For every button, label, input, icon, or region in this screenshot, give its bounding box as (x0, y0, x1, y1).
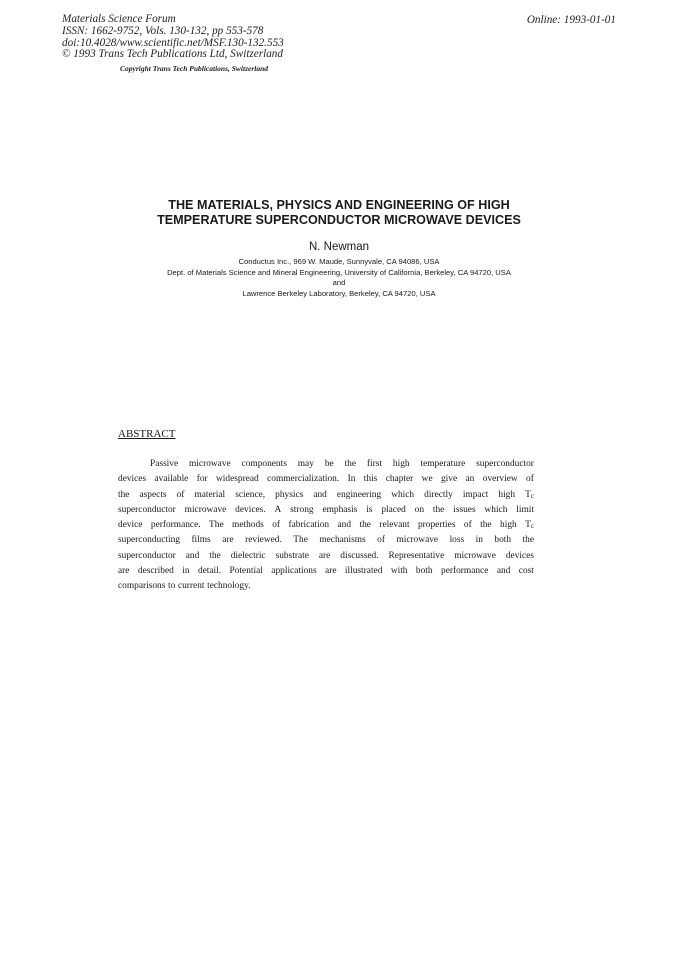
abstract-line: device performance. The methods of fabrication and the relevant properties of the high $T_c$ (118, 520, 534, 531)
abstract-line: superconductor and the dielectric substrate are discussed. Representative microwave devices (118, 550, 534, 561)
affiliation-1: Conductus Inc., 969 W. Maude, Sunnyvale, CA 94086, USA (238, 257, 440, 266)
abstract-line: superconductor microwave devices. A strong emphasis is placed on the issues which limit (118, 504, 534, 515)
author-name: N. Newman (308, 241, 370, 253)
affiliation-and: and (332, 278, 346, 288)
abstract-line: superconducting films are reviewed. The mechanisms of microwave loss in both the (118, 535, 534, 546)
journal-name: Materials Science Forum (62, 13, 176, 25)
abstract-line: the aspects of material science, physics and engineering which directly impact high $T_c$ (118, 489, 534, 500)
affiliations (0, 257, 678, 299)
subscript-c: c (530, 491, 534, 500)
abstract-heading: ABSTRACT (118, 428, 176, 440)
title-line-1: THE MATERIALS, PHYSICS AND ENGINEERING OF HIGH (168, 198, 510, 212)
journal-header (62, 14, 284, 61)
affiliation-2: Dept. of Materials Science and Mineral Engineering, University of California, Berkeley, CA 94720, USA (167, 267, 511, 277)
abstract-line: are described in detail. Potential applications are illustrated with both performance and cost (118, 566, 534, 577)
abstract-line: comparisons to current technology. (118, 581, 251, 592)
title-line-2: TEMPERATURE SUPERCONDUCTOR MICROWAVE DEVICES (157, 213, 521, 227)
abstract-line: Passive microwave components may be the first high temperature superconductor (150, 459, 534, 469)
paper-title (0, 198, 678, 228)
copyright-stamp: Copyright Trans Tech Publications, Switzerland (120, 64, 269, 73)
abstract-body (118, 457, 534, 595)
online-date: Online: 1993-01-01 (526, 14, 616, 26)
affiliation-3: Lawrence Berkeley Laboratory, Berkeley, CA 94720, USA (242, 288, 436, 298)
issn-line: ISSN: 1662-9752, Vols. 130-132, pp 553-578 (62, 24, 264, 37)
subscript-c: c (530, 522, 534, 531)
abstract-line: devices available for widespread commercialization. In this chapter we give an overview of (118, 474, 534, 485)
doi-line: doi:10.4028/www.scientific.net/MSF.130-132.553 (62, 36, 284, 49)
copyright-line: © 1993 Trans Tech Publications Ltd, Switzerland (62, 48, 283, 61)
